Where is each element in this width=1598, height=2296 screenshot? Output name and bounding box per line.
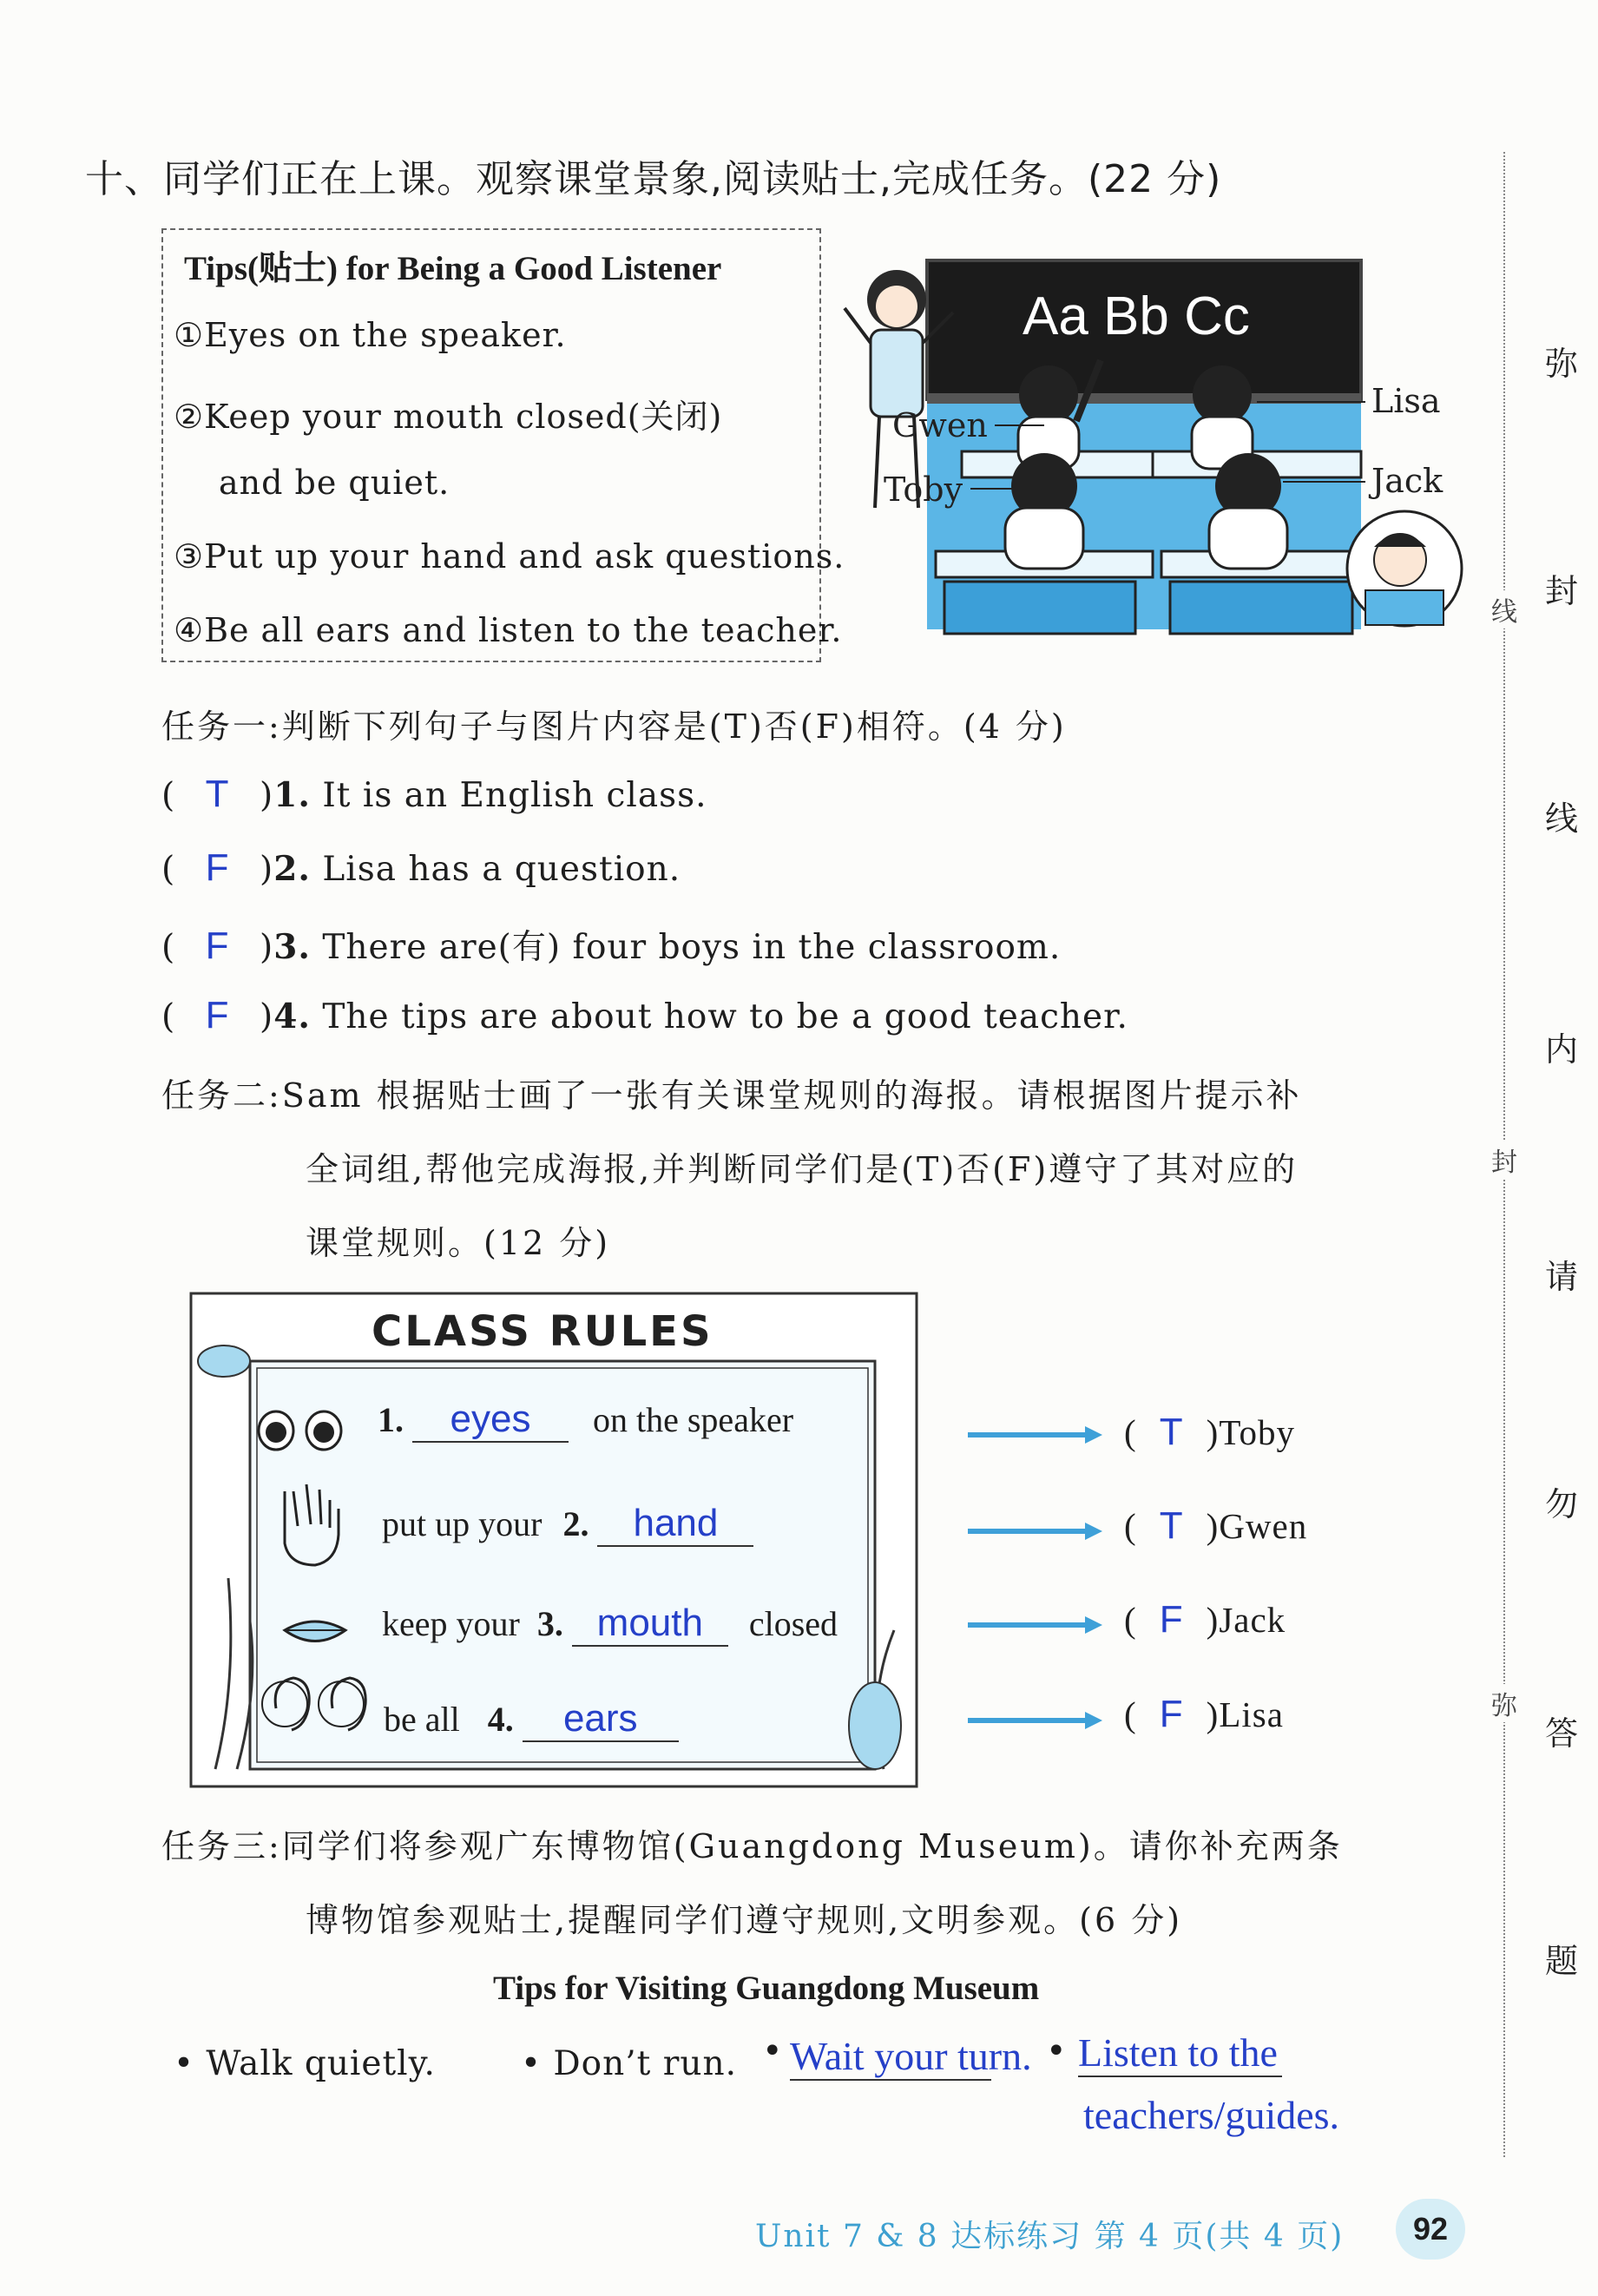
- rule-3: keep your 3. mouth closed: [382, 1602, 838, 1647]
- margin-char: 答: [1545, 1714, 1579, 1753]
- rule-2: put up your 2. hand: [382, 1502, 753, 1547]
- rule-2-answer: hand: [633, 1502, 719, 1544]
- arrow-icon: [968, 1710, 1102, 1731]
- arrow-icon: [968, 1615, 1102, 1635]
- task1-answer-3: F: [205, 924, 230, 967]
- label-lisa: Lisa: [1371, 382, 1441, 420]
- task1-question-1: ( T )1. It is an English class.: [161, 773, 707, 815]
- task1-question-3: ( F )3. There are(有) four boys in the classroom.: [161, 924, 1062, 967]
- bullet: •: [762, 2031, 783, 2071]
- tip-item: ①Eyes on the speaker.: [174, 316, 567, 354]
- judgement-lisa: ( F )Lisa: [1124, 1693, 1284, 1735]
- museum-answer-2-line1: Listen to the: [1078, 2030, 1278, 2075]
- task2-heading-line3: 课堂规则。(12 分): [306, 1224, 611, 1262]
- binding-mark: 线: [1491, 590, 1517, 628]
- rule-1-answer: eyes: [450, 1398, 531, 1440]
- task1-answer-1: T: [205, 773, 230, 815]
- rule-1: 1. eyes on the speaker: [378, 1398, 793, 1443]
- binding-mark: 弥: [1491, 1684, 1517, 1722]
- task1-answer-4: F: [205, 994, 230, 1036]
- tip-item: ②Keep your mouth closed(关闭): [174, 398, 723, 436]
- museum-answer-1: Wait your turn.: [790, 2034, 1032, 2078]
- rule-4-answer: ears: [562, 1697, 638, 1740]
- footer-text: Unit 7 & 8 达标练习 第 4 页(共 4 页): [755, 2219, 1345, 2254]
- task1-question-2: ( F )2. Lisa has a question.: [161, 846, 681, 889]
- task3-heading-line2: 博物馆参观贴士,提醒同学们遵守规则,文明参观。(6 分): [306, 1901, 1183, 1939]
- task3-heading-line1: 任务三:同学们将参观广东博物馆(Guangdong Museum)。请你补充两条: [161, 1827, 1343, 1865]
- bullet: •: [1046, 2031, 1067, 2071]
- museum-tips-title: Tips for Visiting Guangdong Museum: [493, 1970, 1040, 2007]
- task2-heading-line1: 任务二:Sam 根据贴士画了一张有关课堂规则的海报。请根据图片提示补: [161, 1076, 1302, 1115]
- tip-item: and be quiet.: [219, 464, 450, 502]
- margin-char: 弥: [1545, 345, 1579, 383]
- tips-title: Tips(贴士) for Being a Good Listener: [184, 250, 722, 287]
- margin-char: 请: [1545, 1258, 1579, 1296]
- arrow-icon: [968, 1424, 1102, 1445]
- tip-item: ④Be all ears and listen to the teacher.: [174, 611, 843, 649]
- task1-question-4: ( F )4. The tips are about how to be a good teacher.: [161, 994, 1128, 1036]
- label-jack: Jack: [1371, 462, 1443, 500]
- poster-title: CLASS RULES: [372, 1307, 714, 1356]
- task2-heading-line2: 全词组,帮他完成海报,并判断同学们是(T)否(F)遵守了其对应的: [306, 1150, 1299, 1188]
- rule-3-answer: mouth: [596, 1602, 703, 1644]
- museum-tip-1: • Walk quietly.: [174, 2044, 436, 2083]
- page-number: 92: [1396, 2199, 1465, 2260]
- museum-answer-1-blank: [790, 2033, 1032, 2081]
- tip-item: ③Put up your hand and ask questions.: [174, 537, 845, 576]
- rule-4: be all 4. ears: [384, 1697, 679, 1742]
- section-title: 十、同学们正在上课。观察课堂景象,阅读贴士,完成任务。(22 分): [85, 157, 1222, 201]
- tips-box: [161, 228, 821, 662]
- chair: [944, 582, 1135, 634]
- margin-char: 线: [1545, 799, 1579, 838]
- museum-answer-2-blank: [1078, 2030, 1282, 2077]
- label-gwen: Gwen: [892, 406, 988, 444]
- museum-answer-2-line2: teachers/guides.: [1083, 2093, 1340, 2137]
- classroom-illustration: [840, 247, 1465, 647]
- judgement-toby: ( T )Toby: [1124, 1411, 1295, 1453]
- margin-char: 题: [1545, 1942, 1579, 1980]
- museum-tip-2: • Don’t run.: [521, 2044, 738, 2083]
- task1-answer-2: F: [205, 846, 230, 889]
- blackboard-text: Aa Bb Cc: [1023, 286, 1250, 346]
- arrow-icon: [968, 1521, 1102, 1542]
- judgement-jack: ( F )Jack: [1124, 1598, 1286, 1641]
- margin-char: 封: [1545, 572, 1579, 610]
- binding-mark: 封: [1491, 1141, 1517, 1179]
- margin-char: 勿: [1545, 1485, 1579, 1523]
- judgement-gwen: ( T )Gwen: [1124, 1504, 1308, 1547]
- margin-char: 内: [1545, 1030, 1579, 1069]
- task1-heading: 任务一:判断下列句子与图片内容是(T)否(F)相符。(4 分): [161, 707, 1067, 746]
- chair: [1170, 582, 1352, 634]
- label-toby: Toby: [884, 470, 963, 509]
